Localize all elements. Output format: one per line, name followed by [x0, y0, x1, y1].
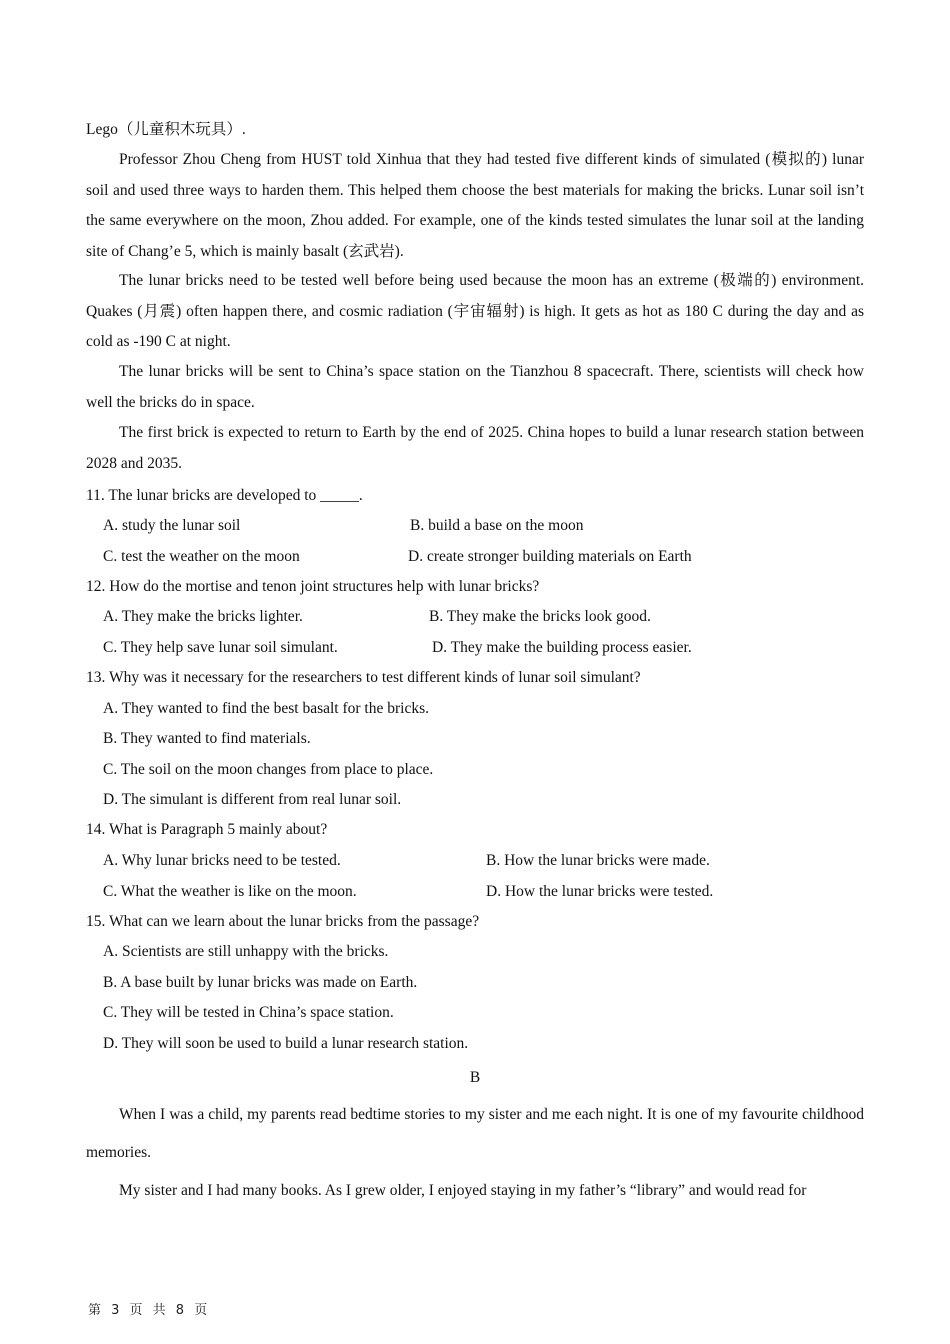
question-option: C. The soil on the moon changes from place to place.: [103, 761, 434, 778]
question-option: D. How the lunar bricks were tested.: [486, 883, 714, 900]
question-option: B. They make the bricks look good.: [429, 608, 651, 625]
question-option: D. They will soon be used to build a lunar research station.: [103, 1035, 469, 1052]
question-option: A. study the lunar soil: [103, 517, 241, 534]
question-option: C. test the weather on the moon: [103, 548, 300, 565]
question-stem: 15. What can we learn about the lunar bricks from the passage?: [86, 913, 480, 930]
question-stem: 11. The lunar bricks are developed to _____.: [86, 487, 363, 504]
question-option: B. They wanted to find materials.: [103, 730, 311, 747]
passage-a-paragraph: The lunar bricks will be sent to China’s space station on the Tianzhou 8 spacecraft. There, scientists will check how well the bricks do in space.: [86, 363, 864, 411]
question-stem: 12. How do the mortise and tenon joint structures help with lunar bricks?: [86, 578, 540, 595]
question-stem: 14. What is Paragraph 5 mainly about?: [86, 821, 328, 838]
question-stem: 13. Why was it necessary for the researchers to test different kinds of lunar soil simulant?: [86, 669, 641, 686]
question-option: C. What the weather is like on the moon.: [103, 883, 357, 900]
page-number-footer: 第 3 页 共 8 页: [88, 1303, 211, 1318]
passage-a-paragraph: The lunar bricks need to be tested well before being used because the moon has an extreme (极端的) environment. Quakes (月震) often happen there, and cosmic radiation (宇宙辐射) is high. It gets as hot as 180 C during the day and as cold as -190 C at night.: [86, 272, 864, 350]
question-option: D. create stronger building materials on Earth: [408, 548, 692, 565]
question-option: A. They wanted to find the best basalt for the bricks.: [103, 700, 429, 717]
question-option: D. They make the building process easier.: [432, 639, 692, 656]
passage-a-paragraph: Professor Zhou Cheng from HUST told Xinhua that they had tested five different kinds of simulated (模拟的) lunar soil and used three ways to harden them. This helped them choose the best materials for making the bricks. Lunar soil isn’t the same everywhere on the moon, Zhou added. For example, one of the kinds tested simulates the lunar soil at the landing site of Chang’e 5, which is mainly basalt (玄武岩).: [86, 151, 864, 260]
question-option: B. build a base on the moon: [410, 517, 584, 534]
question-option: D. The simulant is different from real lunar soil.: [103, 791, 402, 808]
passage-a-first-line: Lego（儿童积木玩具）.: [86, 121, 246, 138]
passage-b-heading: B: [469, 1069, 481, 1086]
question-option: C. They will be tested in China’s space station.: [103, 1004, 394, 1021]
question-option: A. They make the bricks lighter.: [103, 608, 303, 625]
question-option: A. Why lunar bricks need to be tested.: [103, 852, 341, 869]
passage-b-paragraph: When I was a child, my parents read bedtime stories to my sister and me each night. It is one of my favourite childhood memories.: [86, 1106, 864, 1161]
question-option: B. How the lunar bricks were made.: [486, 852, 710, 869]
passage-a-paragraph: The first brick is expected to return to Earth by the end of 2025. China hopes to build a lunar research station between 2028 and 2035.: [86, 424, 864, 472]
passage-b-paragraph: My sister and I had many books. As I grew older, I enjoyed staying in my father’s “library” and would read for: [119, 1182, 807, 1199]
question-option: C. They help save lunar soil simulant.: [103, 639, 338, 656]
question-option: B. A base built by lunar bricks was made on Earth.: [103, 974, 418, 991]
question-option: A. Scientists are still unhappy with the bricks.: [103, 943, 389, 960]
